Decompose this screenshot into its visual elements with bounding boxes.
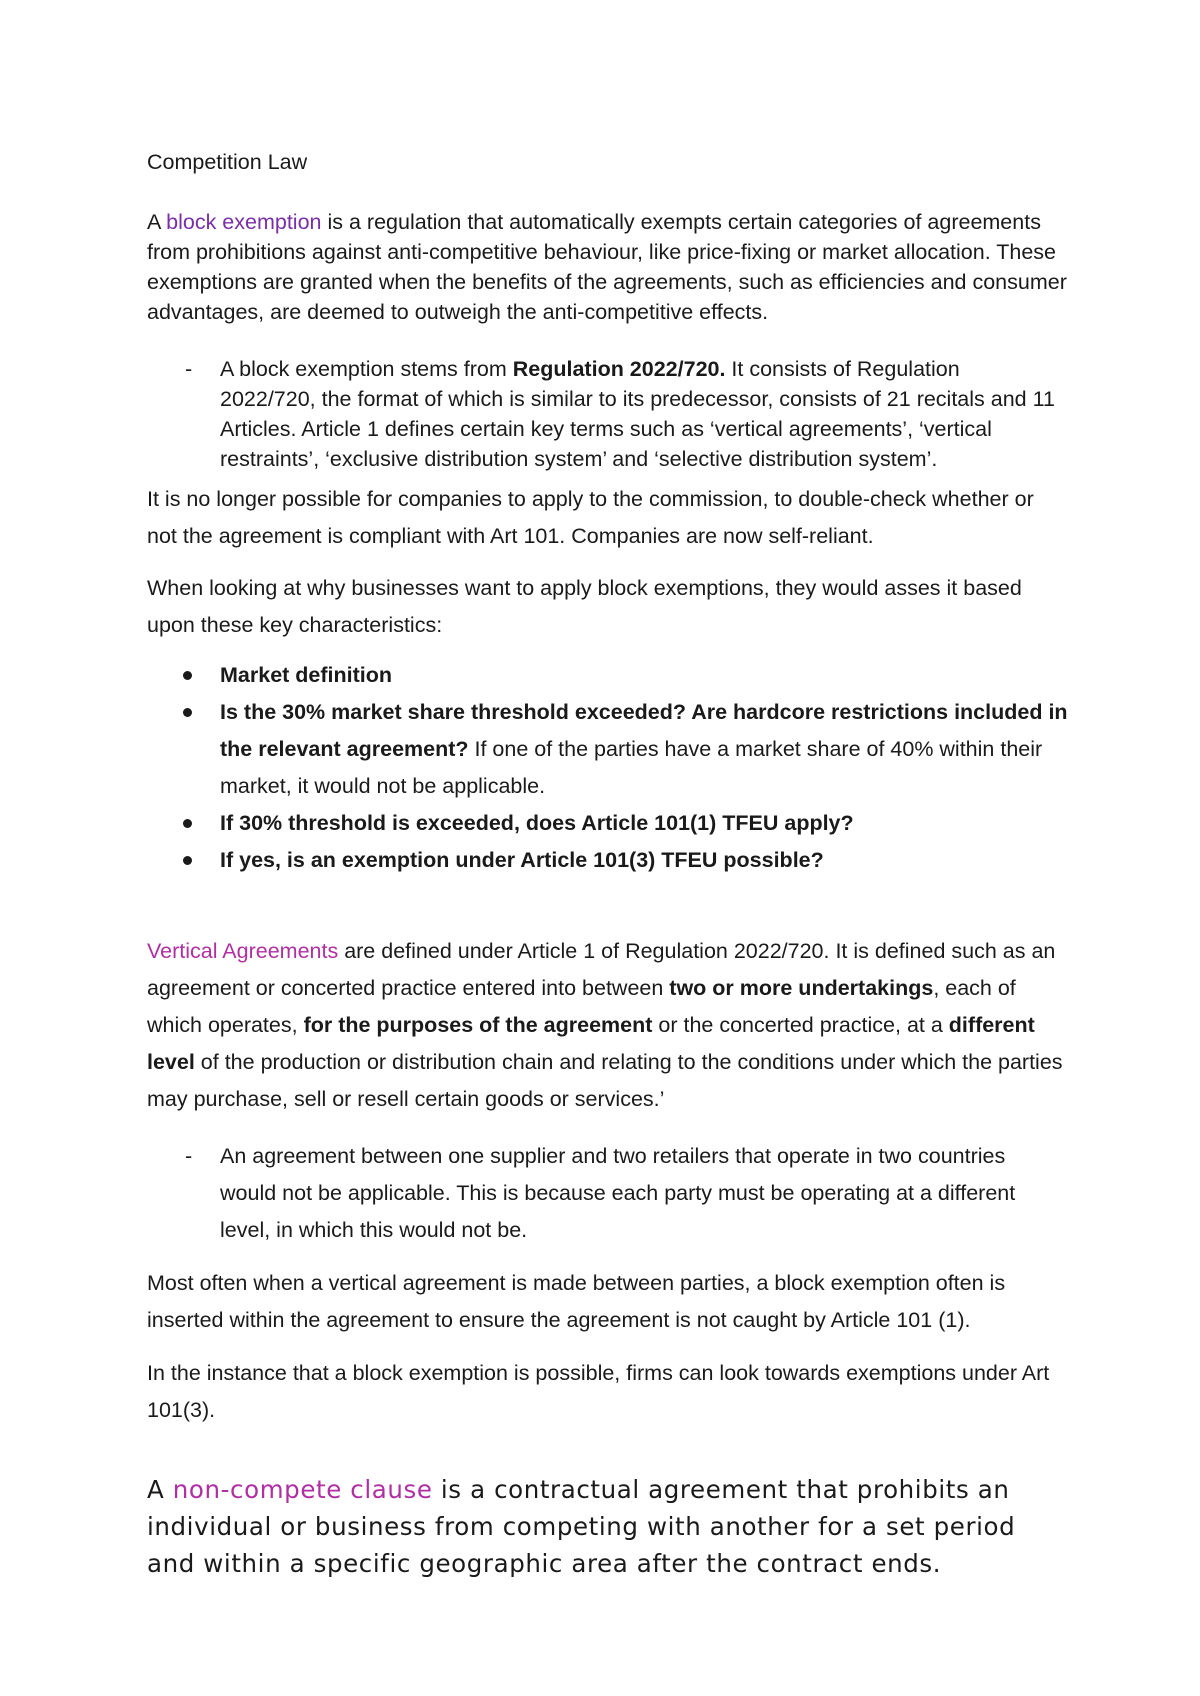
document-title: Competition Law — [147, 150, 308, 174]
paragraph-self-reliant: It is no longer possible for companies to apply to the commission, to double-check whether or not the agreement is compliant with Art 101. Companies are now self-reliant. — [147, 487, 1034, 548]
paragraph-non-compete: A non-compete clause is a contractual agreement that prohibits an individual or business from competing with another for a set period and within a specific geographic area after the contract ends. — [147, 1474, 1016, 1578]
paragraph-key-characteristics: When looking at why businesses want to apply block exemptions, they would asses it based upon these key characteristics: — [147, 576, 1022, 637]
bullet-dot — [183, 856, 192, 865]
term-vertical-agreements: Vertical Agreements — [147, 939, 339, 963]
document-page: Competition Law A block exemption is a regulation that automatically exempts certain categories of agreements from prohibitions against anti-competitive behaviour, like price-fixing or market allocation. These exemptions are granted when the benefits of the agreements, such as efficiencies and consumer advantages, are deemed to outweigh the anti-competitive effects. - A block exemption stems from Regulation 2022/720. It consists of Regulation 2022/720, the format of which is similar to its predecessor, consists of 21 recitals and 11 Articles. Article 1 defines certain key terms such as ‘vertical agreements’, ‘vertical restraints’, ‘exclusive distribution system’ and ‘selective distribution system’. It is no longer possible for companies to apply to the commission, to double-check whether or not the agreement is compliant with Art 101. Companies are now self-reliant. When looking at why businesses want to apply block exemptions, they would asses it based upon these key characteristics: Market definition Is the 30% market share threshold exceeded? Are hardcore restrictions included in the relevant agreement? If one of the parties have a market share of 40% within their market, it would not be applicable. If 30% threshold is exceeded, does Article 101(1) TFEU apply? If yes, is an exemption under Article 101(3) TFEU possible? Vertical Agreements are defined under Article 1 of Regulation 2022/720. It is defined such as an agreement or concerted practice entered into between two or more undertakings, each of which operates, for the purposes of the agreement or the concerted practice, at a different level of the production or distribution chain and relating to the conditions under which the parties may purchase, sell or resell certain goods or services.’ - An agreement between one supplier and two retailers that operate in two countries would not be applicable. This is because each party must be operating at a different level, in which this would not be. Most often when a vertical agreement is made between parties, a block exemption often is inserted within the agreement to ensure the agreement is not caught by Article 101 (1). In the instance that a block exemption is possible, firms can look towards exemptions under Art 101(3). A non-compete clause is a contractual agreement that prohibits an individual or business from competing with another for a set period and within a specific geographic area after the contract ends. — [0, 0, 1200, 1696]
term-block-exemption: block exemption — [166, 210, 322, 234]
dash-marker: - — [185, 1144, 193, 1168]
paragraph-most-often: Most often when a vertical agreement is made between parties, a block exemption often is inserted within the agreement to ensure the agreement is not caught by Article 101 (1). — [147, 1271, 1006, 1332]
paragraph-vertical-agreements: Vertical Agreements are defined under Article 1 of Regulation 2022/720. It is defined such as an agreement or concerted practice entered into between two or more undertakings, each of which operates, for the purposes of the agreement or the concerted practice, at a different level of the production or distribution chain and relating to the conditions under which the parties may purchase, sell or resell certain goods or services.’ — [147, 939, 1063, 1111]
term-non-compete-clause: non-compete clause — [172, 1474, 433, 1504]
dash-marker: - — [185, 357, 193, 381]
paragraph-block-exemption: A block exemption is a regulation that automatically exempts certain categories of agreements from prohibitions against anti-competitive behaviour, like price-fixing or market allocation. These exemptions are granted when the benefits of the agreements, such as efficiencies and consumer advantages, are deemed to outweigh the anti-competitive effects. — [147, 210, 1067, 324]
paragraph-article-101-3: In the instance that a block exemption is possible, firms can look towards exemptions under Art 101(3). — [147, 1361, 1050, 1422]
bullet-dot — [183, 819, 192, 828]
bullet-dot — [183, 671, 192, 680]
bullet-dot — [183, 708, 192, 717]
